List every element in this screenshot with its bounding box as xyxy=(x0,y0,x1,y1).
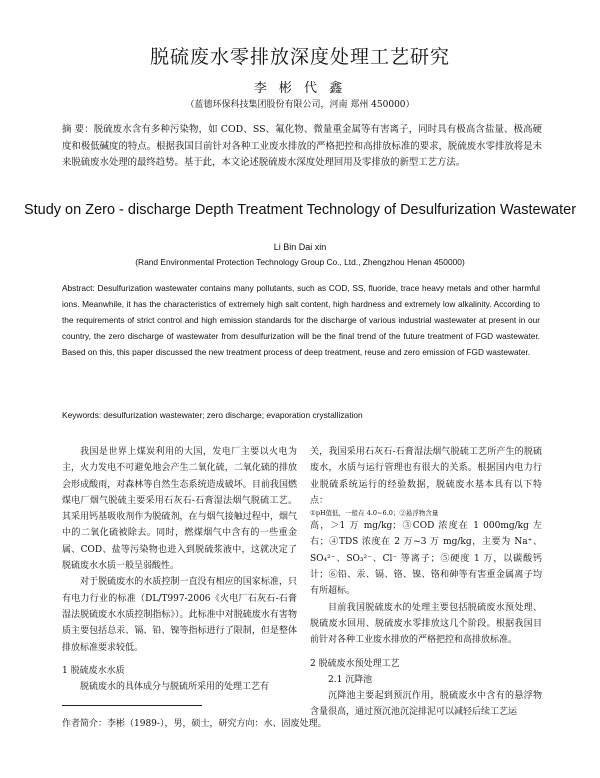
body-paragraph: 沉降池主要起到预沉作用，脱硫废水中含有的悬浮物含量很高，通过预沉池沉淀排泥可以减轻后续工艺运 xyxy=(310,691,542,718)
chinese-affiliation: （蓝德环保科技集团股份有限公司，河南 郑州 450000） xyxy=(185,100,415,110)
english-abstract: Abstract: Desulfurization wastewater contains many pollutants, such as COD, SS, fluoride, trace heavy metals and other harmful ions. Meanwhile, it has the characteristics of extremely high salt content, high hardness and extremely low alkalinity. According to the requirements of strict control and high emission standards for the discharge of various industrial wastewater at present in our country, the zero discharge of wastewater from desulfurization will be the final trend of the future treatment of FGD wastewater. Based on this, this paper discussed the new treatment process of deep treatment, reuse and zero emission of FGD wastewater. xyxy=(62,283,540,357)
body-paragraph: 高，＞1 万 mg/kg；③COD 浓度在 1 000mg/kg 左右；④TDS 浓度在 2 万~3 万 mg/kg，主要为 Na⁺、SO₄²⁻、SO₃²⁻、Cl⁻ 等离子；⑤硬度 1 万，以碳酸钙计；⑥铅、汞、镉、铬、镍、铬和砷等有害重金属离子均有所超标。 xyxy=(310,521,542,597)
english-authors: Li Bin Dai xin xyxy=(273,242,327,252)
body-paragraph: 我国是世界上煤炭利用的大国，发电厂主要以火电为主，火力发电不可避免地会产生二氧化硫，二氧化硫的排放会形成酸雨，对森林等自然生态系统造成破坏。目前我国燃煤电厂烟气脱硫主要采用石灰石-石膏湿法烟气脱硫工艺。其采用钙基吸收剂作为脱硫剂，在与烟气接触过程中，烟气中的二氧化硫被除去。同时，燃煤烟气中含有的一些重金属、COD、盐等污染物也进入到脱硫浆液中，这就决定了脱硫废水水质一般呈弱酸性。 xyxy=(62,447,297,572)
english-title: Study on Zero - discharge Depth Treatment Technology of Desulfurization Wastewater xyxy=(23,202,577,218)
english-keywords: Keywords: desulfurization wastewater; zero discharge; evaporation crystallization xyxy=(62,410,363,420)
section-heading-1: 1 脱硫废水水质 xyxy=(62,665,125,676)
author-footnote: 作者简介：李彬（1989-），男，硕士，研究方向：水、固废处理。 xyxy=(62,719,327,729)
section-heading-2: 2 脱硫废水预处理工艺 xyxy=(310,658,400,669)
body-paragraph: 目前我国脱硫废水的处理主要包括脱硫废水预处理、脱硫废水回用、脱硫废水零排放这几个阶段。根据我国目前针对各种工业废水排放的严格把控和高排放标准。 xyxy=(310,602,542,646)
body-paragraph: 脱硫废水的具体成分与脱硫所采用的处理工艺有 xyxy=(80,682,270,693)
subsection-heading-2-1: 2.1 沉降池 xyxy=(328,674,373,685)
footnote-divider xyxy=(62,705,202,706)
body-paragraph: 对于脱硫废水的水质控制一直没有相应的国家标准，只有电力行业的标准（DL/T997-2006《火电厂石灰石-石膏湿法脱硫废水水质控制指标》）。此标准中对脱硫废水有害物质主要包括总汞、镉、铅、镍等指标进行了限制，但是整体排放标准要求较低。 xyxy=(62,577,297,653)
body-note: ①pH值低，一般在 4.0~6.0；②悬浮物含量 xyxy=(310,509,439,518)
body-paragraph: 关，我国采用石灰石-石膏湿法烟气脱硫工艺所产生的脱硫废水，水质与运行管理也有很大的关系。根据国内电力行业脱硫系统运行的经验数据，脱硫废水基本具有以下特点： xyxy=(310,447,542,506)
english-affiliation: (Rand Environmental Protection Technology Group Co., Ltd., Zhengzhou Henan 450000) xyxy=(135,257,465,267)
chinese-title: 脱硫废水零排放深度处理工艺研究 xyxy=(149,46,450,68)
chinese-authors: 李 彬 代 鑫 xyxy=(253,81,347,96)
body-column-left xyxy=(62,444,297,695)
chinese-abstract: 摘 要：脱硫废水含有多种污染物，如 COD、SS、氟化物、微量重金属等有害离子，同时具有极高含盐量、极高硬度和极低碱度的特点。根据我国目前针对各种工业废水排放的严格把控和高排放标准的要求，脱硫废水零排放将是未来脱硫废水处理的最终趋势。基于此，本文论述脱硫废水深度处理回用及零排放的新型工艺方法。 xyxy=(62,124,542,168)
body-column-right xyxy=(310,444,542,721)
